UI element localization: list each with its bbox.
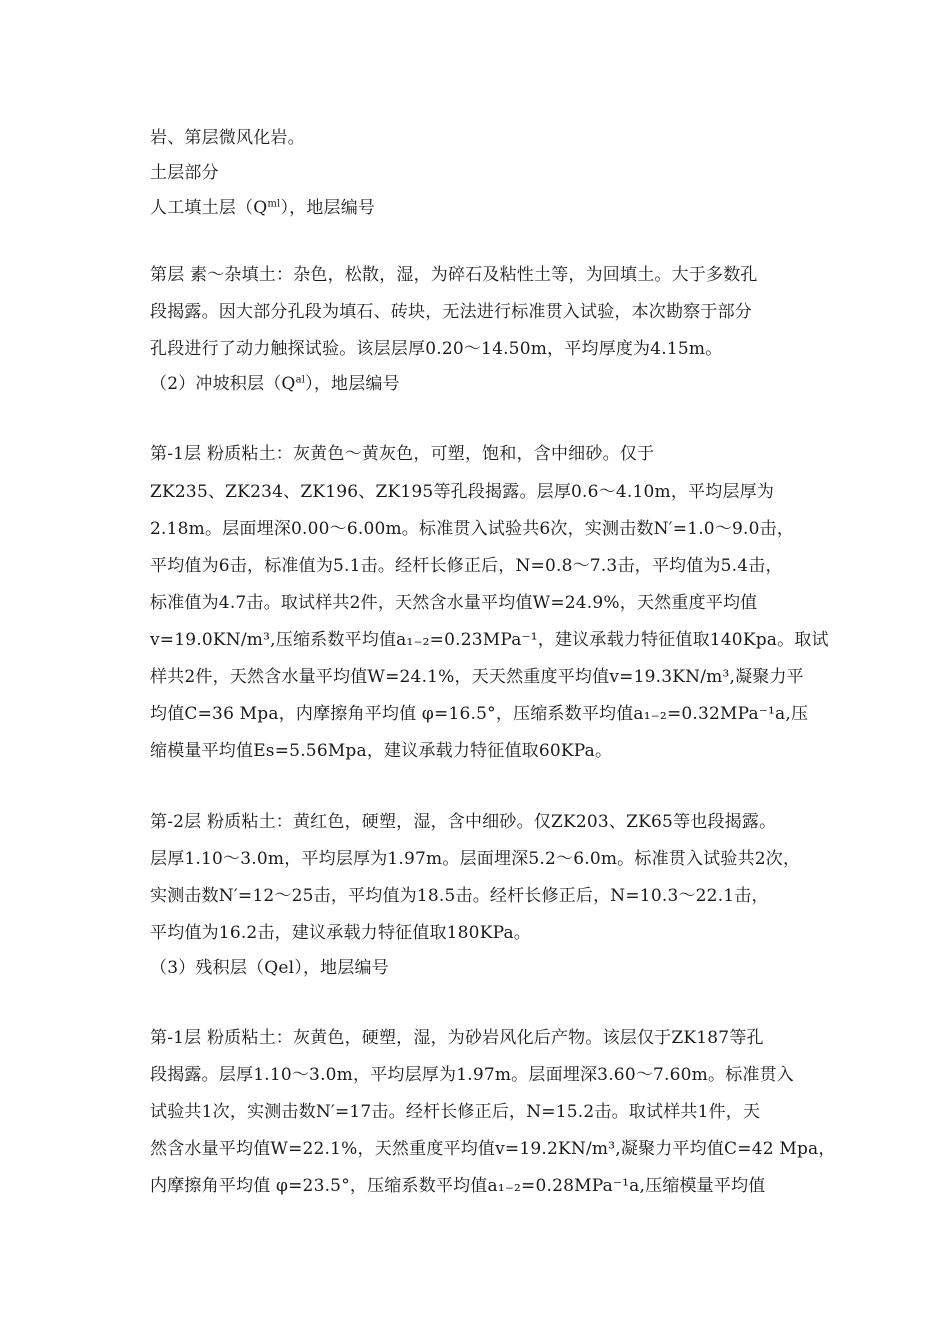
text-line: 平均值为6击，标准值为5.1击。经杆长修正后，N=0.8～7.3击，平均值为5.4击， (150, 556, 783, 576)
text-line: 内摩擦角平均值 φ=23.5°，压缩系数平均值a₁₋₂=0.28MPa⁻¹a,压缩模量平均值 (150, 1176, 766, 1196)
text-line: 样共2件，天然含水量平均值W=24.1%，天天然重度平均值v=19.3KN/m³,凝聚力平 (150, 667, 804, 687)
text-line: 岩、第层微风化岩。 (150, 128, 305, 148)
section-heading-fill: 人工填土层$(Q^{ml})$，地层编号 (150, 198, 376, 218)
text-line: 均值C=36 Mpa，内摩擦角平均值 φ=16.5°，压缩系数平均值a₁₋₂=0.32MPa⁻¹a,压 (150, 704, 809, 724)
text-line: 第-1层 粉质粘土：灰黄色～黄灰色，可塑，饱和，含中细砂。仅于 (150, 444, 655, 464)
text-line: 第-1层 粉质粘土：灰黄色，硬塑，湿，为砂岩风化后产物。该层仅于ZK187等孔 (150, 1028, 764, 1048)
text-line: 第-2层 粉质粘土：黄红色，硬塑，湿，含中细砂。仅ZK203、ZK65等也段揭露。 (150, 812, 777, 832)
text-line: ZK235、ZK234、ZK196、ZK195等孔段揭露。层厚0.6～4.10m，平均层厚为 (150, 482, 775, 502)
section-heading-soil: 土层部分 (150, 163, 219, 183)
text-line: 然含水量平均值W=22.1%，天然重度平均值v=19.2KN/m³,凝聚力平均值C=42 Mpa， (150, 1139, 836, 1159)
text-line: 试验共1次，实测击数N′=17击。经杆长修正后，N=15.2击。取试样共1件，天 (150, 1102, 761, 1122)
text-line: 实测击数N′=12～25击，平均值为18.5击。经杆长修正后，N=10.3～22.1击， (150, 886, 769, 906)
text-line: 层厚1.10～3.0m，平均层厚为1.97m。层面埋深5.2～6.0m。标准贯入试验共2次， (150, 849, 801, 869)
section-heading-alluvial: （2）冲坡积层$(Q^{al})$，地层编号 (150, 374, 400, 394)
section-heading-residual: （3）残积层（Qel），地层编号 (150, 958, 389, 978)
text-line: 孔段进行了动力触探试验。该层层厚0.20～14.50m，平均厚度为4.15m。 (150, 339, 723, 359)
text-line: 第层 素～杂填土：杂色，松散，湿，为碎石及粘性土等，为回填土。大于多数孔 (150, 265, 758, 285)
text-line: 2.18m。层面埋深0.00～6.00m。标准贯入试验共6次，实测击数N′=1.0～9.0击， (150, 519, 795, 539)
text-line: 段揭露。因大部分孔段为填石、砖块，无法进行标准贯入试验，本次勘察于部分 (150, 302, 752, 322)
text-line: v=19.0KN/m³,压缩系数平均值a₁₋₂=0.23MPa⁻¹，建议承载力特征值取140Kpa。取试 (150, 630, 829, 650)
text-line: 平均值为16.2击，建议承载力特征值取180KPa。 (150, 923, 532, 943)
text-line: 段揭露。层厚1.10～3.0m，平均层厚为1.97m。层面埋深3.60～7.60m。标准贯入 (150, 1065, 795, 1085)
text-line: 缩模量平均值Es=5.56Mpa，建议承载力特征值取60KPa。 (150, 741, 613, 761)
text-line: 标准值为4.7击。取试样共2件，天然含水量平均值W=24.9%，天然重度平均值 (150, 593, 758, 613)
